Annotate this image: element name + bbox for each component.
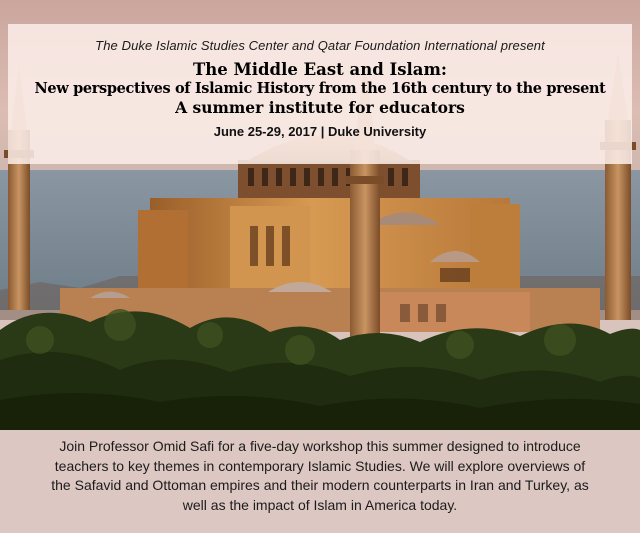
event-subtitle: New perspectives of Islamic History from the 16th century to the present [34,80,606,97]
event-dates-venue: June 25-29, 2017 | Duke University [213,124,427,139]
event-title: The Middle East and Islam: [192,60,448,79]
presenter-line: The Duke Islamic Studies Center and Qatar Foundation International present [95,38,545,53]
header-banner [8,24,632,164]
workshop-description: Join Professor Omid Safi for a five-day workshop this summer designed to introduce teachers to key themes in contemporary Islamic Studies. We will explore overviews of the Safavid and Ottoman empires and their modern counterparts in Iran and Turkey, as well as the impact of Islam in America today. [51,438,589,513]
description-panel [0,430,640,533]
event-tagline: A summer institute for educators [175,98,465,117]
